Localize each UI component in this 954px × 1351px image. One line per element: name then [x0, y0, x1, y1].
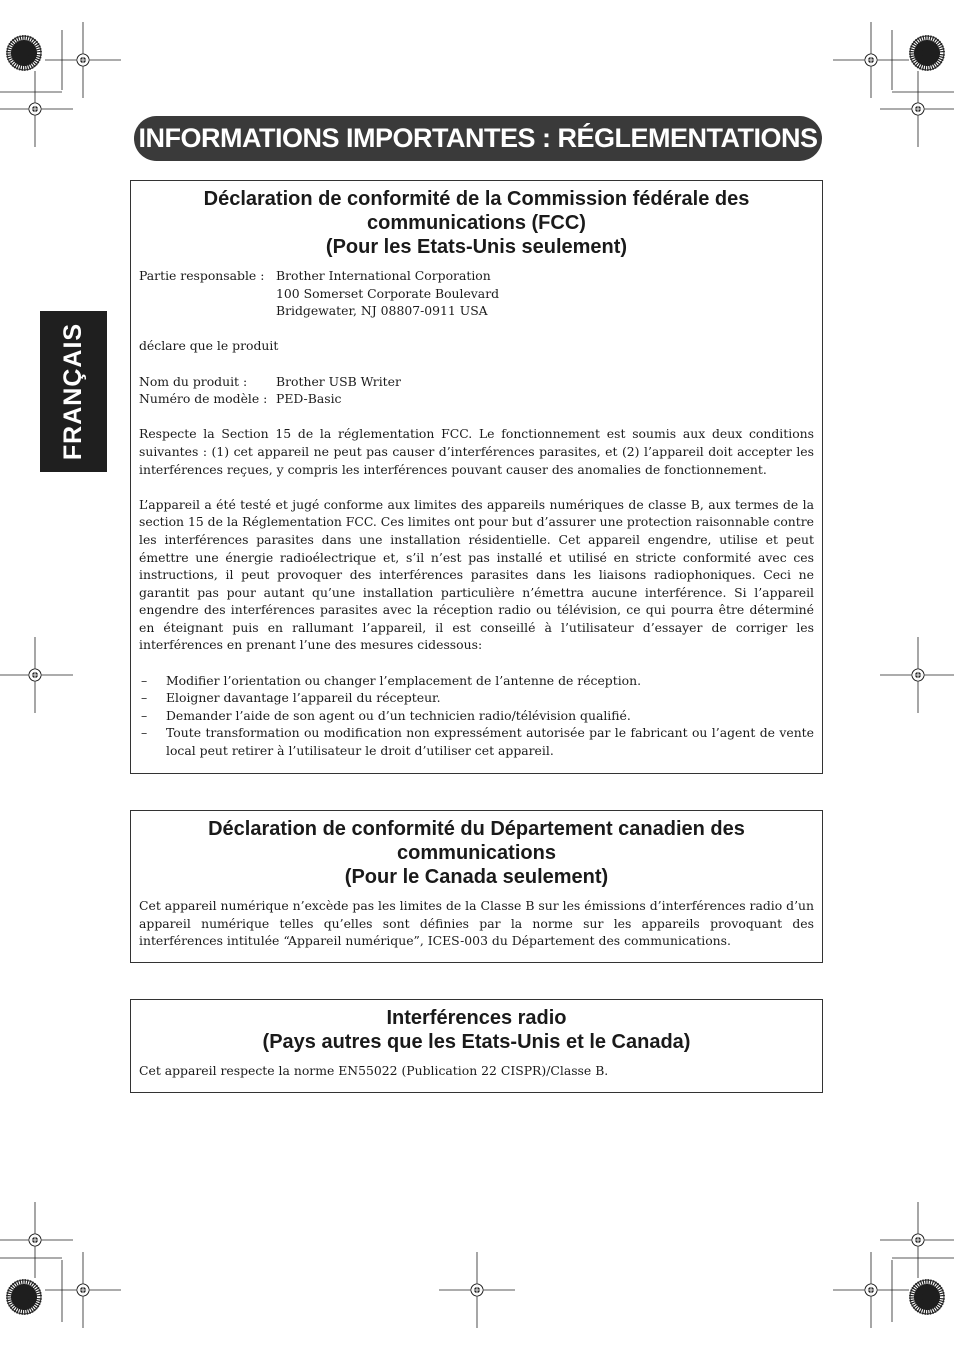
- canada-declaration-box: [130, 810, 823, 963]
- page-title-banner: [134, 116, 822, 161]
- model-number-label: Numéro de modèle :: [139, 391, 268, 407]
- address-line: Brother International Corporation: [276, 268, 491, 283]
- product-name-row: [139, 373, 814, 391]
- product-name-value: Brother USB Writer: [276, 373, 401, 389]
- canada-title: [139, 817, 814, 889]
- declares-text: déclare que le produit: [139, 338, 279, 354]
- bullet-dash: –: [141, 707, 148, 723]
- fcc-paragraph-class-b: L’appareil a été testé et jugé conforme aux limites des appareils numériques de classe B, aux termes de la section 15 de la Réglementation FCC. Ces limites ont pour but d’assurer une protection raisonnable contre les interférences parasites dans une installation résidentielle. Cet appareil engendre, utilise et peut émettre une énergie radioélectrique et, s’il n’est pas installé et utilisé en stricte conformité avec ces instructions, il peut provoquer des interférences parasites dans les liaisons radiophoniques. Ceci ne garantit pas pour autant qu’une installation particulière n’émettra aucune interférence. Si l’appareil engendre des interférences parasites avec la réception radio ou télévision, ce qui pourra être déterminé en éteignant puis en rallumant l’appareil, il est conseillé à l’utilisateur d’essayer de corriger les interférences en prenant l’une des mesures cidessous:: [139, 496, 814, 653]
- fcc-paragraph-conditions: Respecte la Section 15 de la réglementation FCC. Le fonctionnement est soumis aux deux conditions suivantes : (1) cet appareil ne peut pas causer d’interférences parasites, et (2) l’appareil doit accepter les interférences reçues, y compris les interférences pouvant causer des anomalies de fonctionnement.: [139, 426, 814, 477]
- list-item-text: Toute transformation ou modification non expressément autorisée par le fabricant ou l’agent de vente local peut retirer à l’utilisateur le droit d’utiliser cet appareil.: [166, 725, 814, 759]
- list-item: [139, 707, 814, 725]
- radio-title-line: (Pays autres que les Etats-Unis et le Canada): [262, 1031, 691, 1053]
- list-item-text: Modifier l’orientation ou changer l’emplacement de l’antenne de réception.: [166, 672, 642, 688]
- responsible-party-address: [276, 267, 499, 320]
- fcc-title-line: (Pour les Etats-Unis seulement): [325, 236, 628, 258]
- fcc-title: [139, 187, 814, 259]
- canada-title-line: (Pour le Canada seulement): [344, 866, 609, 888]
- model-number-value: PED-Basic: [276, 391, 342, 407]
- responsible-party: [139, 267, 814, 320]
- radio-title-line: Interférences radio: [386, 1007, 567, 1029]
- radio-text: Cet appareil respecte la norme EN55022 (Publication 22 CISPR)/Classe B.: [139, 1063, 609, 1078]
- radio-title: [139, 1006, 814, 1054]
- canada-text: Cet appareil numérique n’excède pas les limites de la Classe B sur les émissions d’interférences radio d’un appareil numérique telles qu’elles sont définies par la norme sur les appareils provoquant des interférences intitulée “Appareil numérique”, ICES-003 du Département des communications.: [139, 898, 814, 949]
- address-line: 100 Somerset Corporate Boulevard: [276, 285, 500, 301]
- radio-interference-box: [130, 999, 823, 1093]
- page-title: INFORMATIONS IMPORTANTES : RÉGLEMENTATIONS: [138, 123, 818, 153]
- list-item: [139, 672, 814, 690]
- responsible-party-label: Partie responsable :: [139, 268, 265, 283]
- model-number-row: [139, 390, 814, 408]
- bullet-dash: –: [141, 690, 148, 706]
- bullet-dash: –: [141, 672, 148, 688]
- product-name-label: Nom du produit :: [139, 373, 248, 389]
- list-item: [139, 724, 814, 759]
- canada-title-line: communications: [397, 842, 556, 864]
- canada-title-line: Déclaration de conformité du Département canadien des: [208, 818, 745, 840]
- list-item-text: Eloigner davantage l’appareil du récepteur.: [166, 690, 441, 706]
- bullet-dash: –: [141, 725, 148, 741]
- language-side-tab: [40, 311, 107, 472]
- list-item: [139, 689, 814, 707]
- fcc-title-line: Déclaration de conformité de la Commission fédérale des: [203, 188, 750, 210]
- list-item-text: Demander l’aide de son agent ou d’un technicien radio/télévision qualifié.: [166, 707, 631, 723]
- address-line: Bridgewater, NJ 08807-0911 USA: [276, 303, 488, 319]
- fcc-measures-list: [139, 672, 814, 760]
- language-label: FRANÇAIS: [59, 322, 88, 461]
- fcc-declaration-box: [130, 180, 823, 774]
- fcc-title-line: communications (FCC): [367, 212, 586, 234]
